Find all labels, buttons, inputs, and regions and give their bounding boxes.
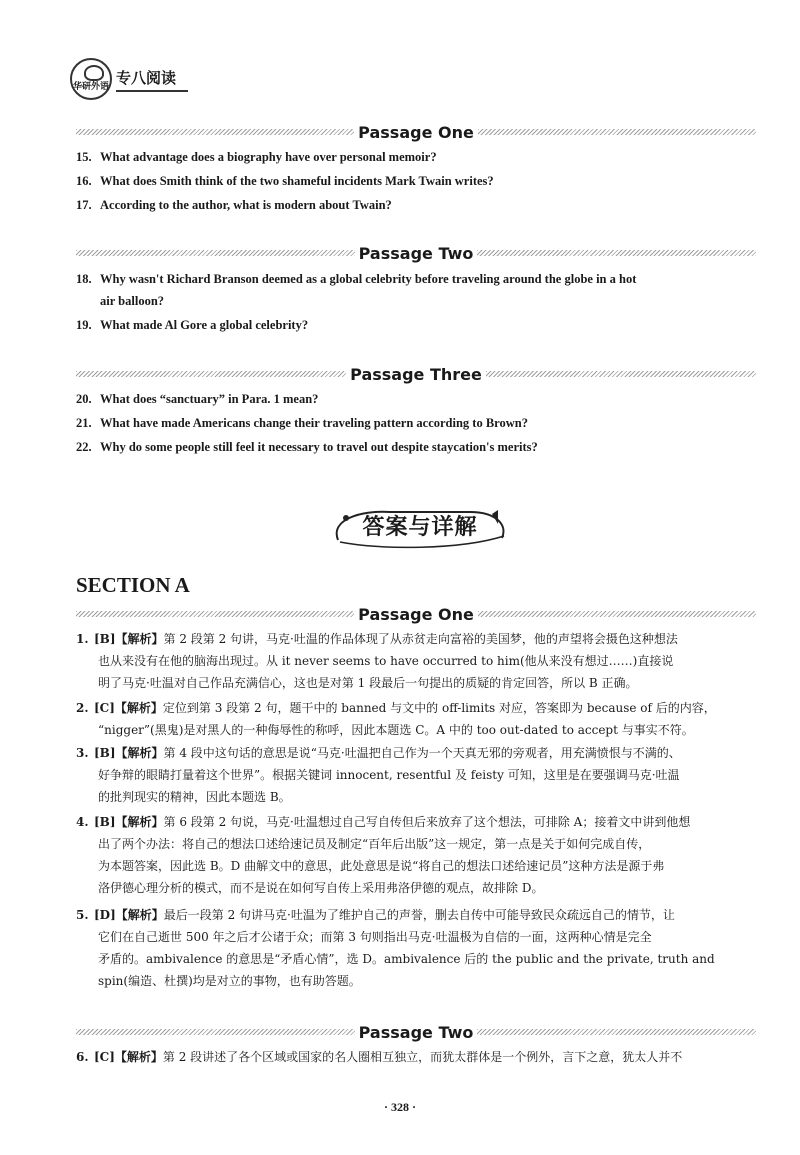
answers-banner-text: 答案与详解 <box>362 515 478 540</box>
question-15: 15. What advantage does a biography have over personal memoir? <box>76 150 437 164</box>
answer-6: 6. [C]【解析】第 2 段讲述了各个区域或国家的名人圈相互独立，而犹太群体是一个例外，言下之意，犹太人并不 <box>76 1050 683 1064</box>
book-title: 专八阅读 <box>116 67 188 92</box>
question-21: 21. What have made Americans change their traveling pattern according to Brown? <box>76 416 528 430</box>
answers-banner <box>320 500 520 554</box>
answer-4: 4. [B]【解析】第 6 段第 2 句说，马克·吐温想过自己写自传但后来放弃了这个想法，可排除 A；接着文中讲到他想 出了两个办法：将自己的想法口述给速记员及制定“百年后出版”这一规定，第一点是关于如何完成自传， 为本题答案，因此选 B。D 曲解文中的意思，此处意思是说“将自己的想法口述给速记员”这种方法是源于弗 洛伊德心理分析的模式，而不是说在如何写自传上采用弗洛伊德的观点，故排除 D。 <box>76 815 691 895</box>
answer-2: 2. [C]【解析】定位到第 3 段第 2 句，题干中的 banned 与文中的 off-limits 对应，答案即为 because of 后的内容， “nigger”(黑鬼)是对黑人的一种侮辱性的称呼，因此本题选 C。A 中的 too out-dated to accept 与事实不符。 <box>76 701 716 737</box>
logo-text: 华研外语 <box>72 82 109 92</box>
section-title: SECTION A <box>76 573 190 597</box>
page-number: · 328 · <box>383 1100 416 1114</box>
answer-passage-two-heading <box>76 1021 756 1043</box>
passage-one-heading <box>76 121 756 143</box>
answer-1: 1. [B]【解析】第 2 段第 2 句讲，马克·吐温的作品体现了从赤贫走向富裕的美国梦，他的声望将会摄色这种想法 也从来没有在他的脑海出现过。从 it never seems to have occurred to him(他从来没有想过……)直接说 明了马克·吐温对自己作品充满信心，这也是对第 1 段最后一句提出的质疑的肯定回答，所以 B 正确。 <box>76 632 678 690</box>
owl-logo-icon <box>70 58 112 100</box>
question-19: 19. What made Al Gore a global celebrity? <box>76 318 309 332</box>
question-18: 18. Why wasn't Richard Branson deemed as a global celebrity before traveling around the globe in a hot air balloon? <box>76 272 637 308</box>
passage-label: Passage Three <box>350 364 482 384</box>
passage-two-heading <box>76 242 756 264</box>
passage-three-heading <box>76 363 756 385</box>
answer-5: 5. [D]【解析】最后一段第 2 句讲马克·吐温为了维护自己的声誉，删去自传中可能导致民众疏远自己的情节，让 它们在自己逝世 500 年之后才公诸于众；而第 3 句则指出马克·吐温极为自信的一面，这两种心情是完全 矛盾的。ambivalence 的意思是“矛盾心情”，选 D。ambivalence 后的 the public and the private, truth and spin(编造、杜撰)均是对立的事物，也有助答题。 <box>76 908 715 988</box>
answer-passage-one-heading <box>76 603 756 625</box>
question-16: 16. What does Smith think of the two shameful incidents Mark Twain writes? <box>76 174 494 188</box>
passage-label: Passage One <box>358 122 474 142</box>
passage-label: Passage Two <box>358 243 474 263</box>
passage-label: Passage Two <box>358 1022 474 1042</box>
passage-label: Passage One <box>358 604 474 624</box>
question-17: 17. According to the author, what is modern about Twain? <box>76 198 392 212</box>
publisher-logo <box>70 58 188 100</box>
question-20: 20. What does “sanctuary” in Para. 1 mean? <box>76 392 319 406</box>
question-22: 22. Why do some people still feel it necessary to travel out despite staycation's merits? <box>76 440 538 454</box>
answer-3: 3. [B]【解析】第 4 段中这句话的意思是说“马克·吐温把自己作为一个天真无邪的旁观者，用充满愤恨与不满的、 好争辩的眼睛打量着这个世界”。根据关键词 innocent, resentful 及 feisty 可知，这里是在要强调马克·吐温 的批判现实的精神，因此本题选 B。 <box>76 746 681 804</box>
